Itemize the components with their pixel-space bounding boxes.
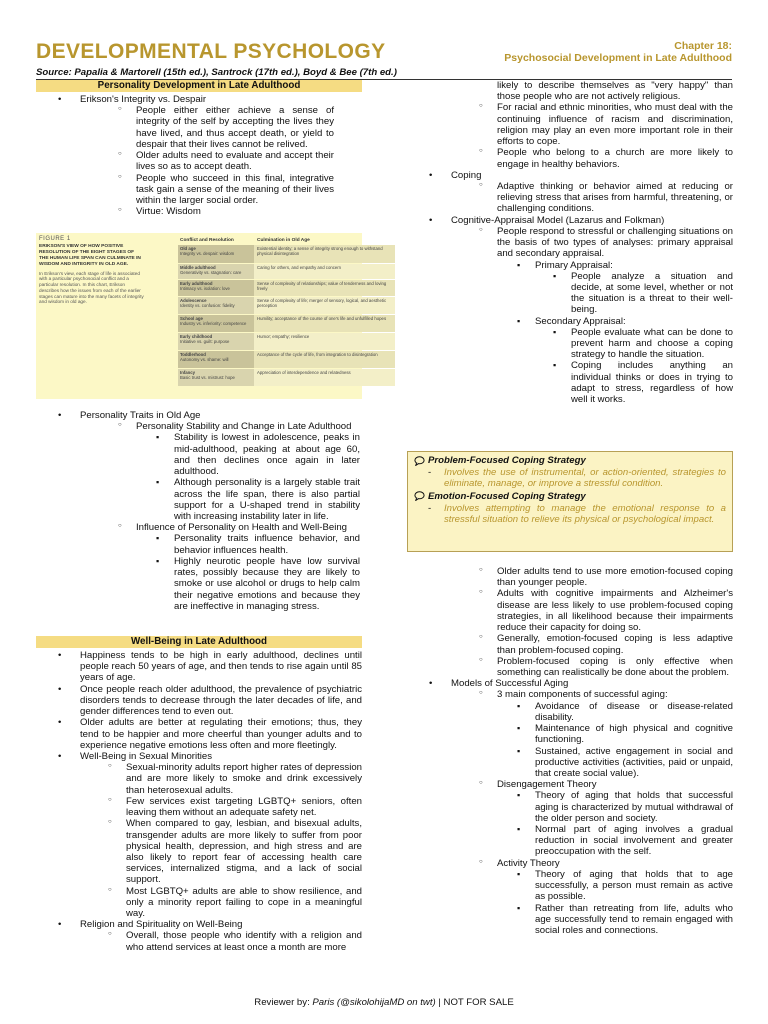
figure-col-header: Conflict and Resolution [180, 238, 234, 243]
figure-conflict: Industry vs. inferiority: competence [180, 321, 247, 327]
figure-culmination: Humility; acceptance of the course of one's life and unfulfilled hopes [254, 315, 395, 332]
figure-table-row [178, 245, 395, 263]
speech-bubble-icon [414, 491, 425, 501]
figure-table-row [178, 369, 395, 386]
list-item: • Happiness tends to be high in early adulthood, declines until people reach 50 years of age, and then tends to rise again until 85 years of age. [36, 650, 362, 684]
figure-stage: Toddlerhood [180, 352, 206, 357]
figure-stage-cell [178, 264, 254, 279]
figure-table-row [178, 280, 395, 296]
list-item: ○ Adaptive thinking or behavior aimed at reducing or relieving stress that arises from harmful, threatening, or challenging conditions. [471, 181, 733, 215]
well-being-block [36, 650, 362, 953]
problem-focused-title: Problem-Focused Coping Strategy [428, 455, 586, 466]
emotion-focused-definition: - Involves attempting to manage the emotional response to a stressful situation to relieve its physical or psychological impact. [414, 503, 726, 525]
figure-culmination: Humor; empathy; resilience [254, 333, 395, 350]
paragraph-continued: likely to describe themselves as "very happy" than those people who are not actively religious. [497, 80, 733, 103]
list-item: ○ Personality Stability and Change in Late Adulthood ▪ Stability is lowest in adolescence, peaks in mid-adulthood, peaking at about age 60, and then declines once again in later adulthood. ▪ Although personality is a largely stable trait across the life span, there is also partial support for a U-shaped trend in stability with increasing instability later in life. [110, 421, 362, 522]
list-item: • Erikson's Integrity vs. Despair ○ People either either achieve a sense of integrity of the self by accepting the lives they have lived, and thus accept death, or yield to despair that their lives cannot be relived. ○ Older adults need to evaluate and accept their lives so as to accept death. ○ People who succeed in this final, integrative task gain a sense of the meaning of their lives within the larger social order. ○ Virtue: Wisdom [36, 94, 362, 217]
list-item: ▪ Theory of aging that holds that to age successfully, a person must remain as active as possible. [509, 869, 733, 903]
box-heading [414, 455, 726, 466]
erikson-block [36, 94, 362, 217]
speech-bubble-icon [414, 456, 425, 466]
figure-stage: Infancy [180, 370, 196, 375]
figure-col-header: Culmination in Old Age [257, 238, 310, 243]
list-item: ▪ People evaluate what can be done to prevent harm and choose a coping strategy to handle the situation. [545, 327, 733, 361]
list-item: ○ Generally, emotion-focused coping is less adaptive than problem-focused coping. [471, 633, 733, 655]
figure-stage-cell [178, 315, 254, 332]
right-column-top [407, 80, 733, 405]
figure-stage: Early adulthood [180, 281, 213, 286]
list-item: ▪ Avoidance of disease or disease-related disability. [509, 701, 733, 723]
list-item: • Coping ○ Adaptive thinking or behavior aimed at reducing or relieving stress that arises from harmful, threatening, or challenging conditions. [407, 170, 733, 215]
list-item: ▪ Rather than retreating from life, adults who age successfully tend to remain engaged with social roles and connections. [509, 903, 733, 937]
list-item: ▪ Highly neurotic people have low survival rates, possibly because they are likely to smoke or use alcohol or drugs to help calm their negative emotions and because they are ineffective in managing stress. [148, 556, 360, 612]
figure-stage: Early childhood [180, 334, 213, 339]
document-title: DEVELOPMENTAL PSYCHOLOGY [36, 40, 386, 63]
section-header-well-being: Well-Being in Late Adulthood [36, 636, 362, 648]
figure-caption [39, 236, 144, 305]
figure-stage-cell [178, 333, 254, 350]
figure-title: ERIKSON'S VIEW OF HOW POSITIVE RESOLUTION OF THE EIGHT STAGES OF THE HUMAN LIFE SPAN CAN CULMINATE IN WISDOM AND INTEGRITY IN OLD AGE. [39, 244, 141, 267]
list-item: • Personality Traits in Old Age ○ Personality Stability and Change in Late Adulthood ▪ Stability is lowest in adolescence, peaks in mid-adulthood, peaking at about age 60, and then declines once again in later adulthood. ▪ Although personality is a largely stable trait across the life span, there is also partial support for a U-shaped trend in stability with increasing instability later in life. ○ Influence of Personality on Health and Well-Being ▪ Personality traits influence behavior, and behavior influences health. ▪ Highly neurotic people have low survival rates, possibly because they are likely to smoke or use alcohol or drugs to help calm their negative emotions and because they are ineffective in managing stress. [36, 410, 362, 612]
list-item: ○ Activity Theory ▪ Theory of aging that holds that to age successfully, a person must remain as active as possible. ▪ Rather than retreating from life, adults who age successfully tend to remain engaged with social roles and connections. [471, 858, 733, 937]
list-item: ○ Influence of Personality on Health and Well-Being ▪ Personality traits influence behavior, and behavior influences health. ▪ Highly neurotic people have low survival rates, possibly because they are likely to smoke or use alcohol or drugs to help calm their negative emotions and because they are ineffective in managing stress. [110, 522, 362, 612]
list-item: ○ Adults with cognitive impairments and Alzheimer's disease are less likely to use problem-focused coping strategies, in all likelihood because their impairments reduce their capacity for doing so. [471, 588, 733, 633]
list-item: ▪ Personality traits influence behavior, and behavior influences health. [148, 533, 360, 555]
list-item: ▪ Coping includes anything an individual thinks or does in trying to adapt to stress, regardless of how well it works. [545, 360, 733, 405]
section-header-personality: Personality Development in Late Adulthood [36, 80, 362, 92]
footer [0, 997, 768, 1008]
figure-culmination: Acceptance of the cycle of life, from integration to disintegration [254, 351, 395, 368]
list-item: ○ Older adults need to evaluate and accept their lives so as to accept death. [110, 150, 362, 172]
list-item: ○ Few services exist targeting LGBTQ+ seniors, often leaving them without an adequate safety net. [100, 796, 362, 818]
list-item: ○ Problem-focused coping is only effective when something can realistically be done about the problem. [471, 656, 733, 678]
coping-strategy-box [407, 451, 733, 552]
chapter-number: Chapter 18: [674, 40, 732, 52]
chapter-title: Psychosocial Development in Late Adulthood [504, 52, 732, 65]
figure-stage: School age [180, 316, 203, 321]
figure-conflict: Autonomy vs. shame: will [180, 357, 229, 363]
figure-description: In Erikson's view, each stage of life is associated with a particular psychosocial conflict and a particular resolution. In this chart, Erikson describes how the issues from each of the earlier stages can mature into the many facets of integrity and wisdom in old age. [39, 270, 144, 305]
list-item: • Religion and Spirituality on Well-Being ○ Overall, those people who identify with a religion and who attend services at least once a month are more [36, 919, 362, 953]
chapter-heading [504, 40, 732, 64]
list-item: ○ Older adults tend to use more emotion-focused coping than younger people. [471, 566, 733, 588]
figure-culmination: Existential identity; a sense of integrity strong enough to withstand physical disintegration [254, 245, 395, 263]
footer-author: Paris (@sikolohijaMD on twt) [312, 997, 436, 1008]
figure-conflict: Intimacy vs. isolation: love [180, 286, 230, 292]
list-item: ○ Virtue: Wisdom [110, 206, 362, 217]
list-item: • Models of Successful Aging ○ 3 main components of successful aging: ▪ Avoidance of disease or disease-related disability. ▪ Maintenance of high physical and cognitive functioning. ▪ Sustained, active engagement in social and productive activities (activities, paid or unpaid, that create social value). ○ Disengagement Theory ▪ Theory of aging that holds that successful aging is characterized by mutual withdrawal of the older person and society. ▪ Normal part of aging involves a gradual reduction in social involvement and greater preoccupation with the self. ○ Activity Theory ▪ Theory of aging that holds that to age successfully, a person must remain as active as possible. ▪ Rather than retreating from life, adults who age successfully tend to remain engaged with social roles and connections. [407, 678, 733, 936]
right-column-bottom [407, 566, 733, 936]
figure-table-row [178, 264, 395, 279]
figure-culmination: Appreciation of interdependence and relatedness [254, 369, 395, 386]
list-item: ○ People who succeed in this final, integrative task gain a sense of the meaning of their lives within the larger social order. [110, 173, 362, 207]
figure-stage-cell [178, 280, 254, 296]
figure-table-row [178, 297, 395, 314]
list-item: ▪ Maintenance of high physical and cognitive functioning. [509, 723, 733, 745]
figure-culmination: Sense of complexity of relationships; value of tenderness and loving freely [254, 280, 395, 296]
emotion-focused-title: Emotion-Focused Coping Strategy [428, 490, 586, 502]
figure-stage-cell [178, 297, 254, 314]
figure-culmination: Sense of complexity of life; merger of sensory, logical, and aesthetic perception [254, 297, 395, 314]
figure-label: FIGURE 1 [39, 236, 71, 242]
list-item: ○ Overall, those people who identify with a religion and who attend services at least once a month are more [100, 930, 362, 952]
source-line: Source: Papalia & Martorell (15th ed.), Santrock (17th ed.), Boyd & Bee (7th ed.) [36, 67, 397, 78]
figure-table-row [178, 333, 395, 350]
figure-conflict: Integrity vs. despair: wisdom [180, 251, 235, 257]
list-item: ○ When compared to gay, lesbian, and bisexual adults, transgender adults are more likely to suffer from poor physical health, depression, and high stress and are also likely to report fear of accessing health care services, internalized stigma, and a lack of social support. [100, 818, 362, 885]
figure-conflict: Basic trust vs. mistrust: hope [180, 375, 235, 381]
figure-stage-cell [178, 369, 254, 386]
list-item: ▪ Normal part of aging involves a gradual reduction in social involvement and greater preoccupation with the self. [509, 824, 733, 858]
figure-conflict: Initiative vs. guilt: purpose [180, 339, 230, 345]
list-item: ▪ Although personality is a largely stable trait across the life span, there is also partial support for a U-shaped trend in stability with increasing instability later in life. [148, 477, 360, 522]
footer-suffix: | NOT FOR SALE [435, 997, 514, 1008]
erikson-figure [36, 233, 387, 399]
list-item: ○ Sexual-minority adults report higher rates of depression and are more likely to smoke and drink excessively than heterosexual adults. [100, 762, 362, 796]
list-item: ○ People who belong to a church are more likely to engage in healthy behaviors. [471, 147, 733, 169]
list-item: ○ Disengagement Theory ▪ Theory of aging that holds that successful aging is characterized by mutual withdrawal of the older person and society. ▪ Normal part of aging involves a gradual reduction in social involvement and greater preoccupation with the self. [471, 779, 733, 858]
list-item: ▪ Secondary Appraisal: ▪ People evaluate what can be done to prevent harm and choose a coping strategy to handle the situation. ▪ Coping includes anything an individual thinks or does in trying to adapt to stress, regardless of how well it works. [509, 316, 733, 406]
figure-stage-cell [178, 351, 254, 368]
list-item: ○ People respond to stressful or challenging situations on the basis of two types of analyses: primary appraisal and secondary appraisal. ▪ Primary Appraisal: ▪ People analyze a situation and decide, at some level, whether or not the situation is a threat to their well-being. ▪ Secondary Appraisal: ▪ People evaluate what can be done to prevent harm and choose a coping strategy to handle the situation. ▪ Coping includes anything an individual thinks or does in trying to adapt to stress, regardless of how well it works. [471, 226, 733, 406]
figure-conflict: Identity vs. confusion: fidelity [180, 303, 235, 309]
figure-culmination: Caring for others, and empathy and concern [254, 264, 395, 279]
footer-prefix: Reviewer by: [254, 997, 313, 1008]
list-item: ▪ People analyze a situation and decide, at some level, whether or not the situation is a threat to their well-being. [545, 271, 733, 316]
figure-table-row [178, 351, 395, 368]
figure-stage: Middle adulthood [180, 265, 216, 270]
problem-focused-definition: - Involves the use of instrumental, or action-oriented, strategies to eliminate, manage, or improve a stressful condition. [414, 467, 726, 489]
figure-conflict: Generativity vs. stagnation: care [180, 270, 242, 276]
list-item: ○ For racial and ethnic minorities, who must deal with the continuing influence of racism and discrimination, religion may play an even more important role in their efforts to cope. [471, 102, 733, 147]
list-item: ▪ Stability is lowest in adolescence, peaks in mid-adulthood, peaking at about age 60, and then declines once again in later adulthood. [148, 432, 360, 477]
list-item: ▪ Primary Appraisal: ▪ People analyze a situation and decide, at some level, whether or not the situation is a threat to their well-being. [509, 260, 733, 316]
list-item: ▪ Theory of aging that holds that successful aging is characterized by mutual withdrawal of the older person and society. [509, 790, 733, 824]
box-heading [414, 491, 726, 502]
list-item: • Well-Being in Sexual Minorities ○ Sexual-minority adults report higher rates of depression and are more likely to smoke and drink excessively than heterosexual adults. ○ Few services exist targeting LGBTQ+ seniors, often leaving them without an adequate safety net. ○ When compared to gay, lesbian, and bisexual adults, transgender adults are more likely to suffer from poor physical health, depression, and high stress and are also likely to report fear of accessing health care services, internalized stigma, and a lack of social support. ○ Most LGBTQ+ adults are able to show resilience, and only a minority report failing to cope in a meaningful way. [36, 751, 362, 919]
figure-stage: Old age [180, 246, 196, 251]
list-item: • Once people reach older adulthood, the prevalence of psychiatric disorders tends to decrease through the later decades of life, and gender differences tend to even out. [36, 684, 362, 718]
figure-stage: Adolescence [180, 298, 207, 303]
list-item: ▪ Sustained, active engagement in social and productive activities (activities, paid or unpaid, that create social value). [509, 746, 733, 780]
traits-block [36, 410, 362, 612]
figure-stage-cell [178, 245, 254, 263]
list-item: ○ People either either achieve a sense of integrity of the self by accepting the lives they have lived, and thus accept death, or yield to despair that their lives cannot be relived. [110, 105, 362, 150]
list-item: ○ Most LGBTQ+ adults are able to show resilience, and only a minority report failing to cope in a meaningful way. [100, 886, 362, 920]
figure-table-row [178, 315, 395, 332]
list-item: • Older adults are better at regulating their emotions; thus, they tend to be happier and more cheerful than younger adults and to experience negative emotions less often and more fleetingly. [36, 717, 362, 751]
list-item: ○ 3 main components of successful aging: ▪ Avoidance of disease or disease-related disability. ▪ Maintenance of high physical and cognitive functioning. ▪ Sustained, active engagement in social and productive activities (activities, paid or unpaid, that create social value). [471, 689, 733, 779]
list-item: • Cognitive-Appraisal Model (Lazarus and Folkman) ○ People respond to stressful or challenging situations on the basis of two types of analyses: primary appraisal and secondary appraisal. ▪ Primary Appraisal: ▪ People analyze a situation and decide, at some level, whether or not the situation is a threat to their well-being. ▪ Secondary Appraisal: ▪ People evaluate what can be done to prevent harm and choose a coping strategy to handle the situation. ▪ Coping includes anything an individual thinks or does in trying to adapt to stress, regardless of how well it works. [407, 215, 733, 406]
